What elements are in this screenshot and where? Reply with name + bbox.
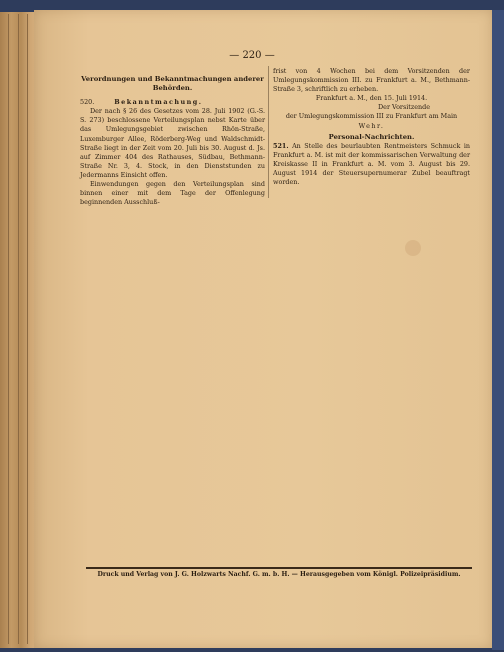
right-column	[273, 67, 470, 187]
column-divider	[268, 66, 269, 198]
personnel-paragraph	[273, 142, 470, 187]
section-heading-ordinances: Verordnungen und Bekanntmachungen anderer Behörden.	[81, 75, 264, 93]
announcement-paragraph: Der nach § 26 des Gesetzes vom 28. Juli 1902 (G.-S. S. 273) beschlossene Verteilungsplan nebst Karte über das Umlegungsgebiet zwischen Rhön-Straße, Luxemburger Allee, Röderberg-Weg und Waldschmidt-Straße liegt in der Zeit vom 20. Juli bis 30. August d. Js. auf Zimmer 404 des Rathauses, Südbau, Bethmann-Straße Nr. 3, 4. Stock, in den Dienststunden zu Jedermanns Einsicht offen.	[80, 107, 265, 179]
page-number: — 220 —	[229, 50, 275, 61]
personnel-text: An Stelle des beurlaubten Rentmeisters Schmuck in Frankfurt a. M. ist mit der kommissarischen Verwaltung der Kreiskasse II in Frankfurt a. M. vom 3. August bis 29. August 1914 der Steuersupernumerar Zubel beauftragt worden.	[273, 141, 470, 187]
signature-commission: der Umlegungskommission III zu Frankfurt am Main	[285, 112, 458, 121]
page-edge	[492, 10, 504, 650]
signature-title: Der Vorsitzende	[378, 103, 430, 112]
paper-stain	[405, 240, 421, 256]
left-column	[80, 75, 265, 207]
binding-line	[8, 14, 9, 644]
binding-line	[27, 14, 28, 644]
imprint-footer: Druck und Verlag von J. G. Holzwarts Nachf. G. m. b. H. — Herausgegeben vom Königl. Polizeipräsidium.	[97, 571, 461, 578]
item-number: 521.	[273, 141, 289, 150]
section-heading-personnel: Personal-Nachrichten.	[328, 132, 415, 141]
date-line: Frankfurt a. M., den 15. Juli 1914.	[315, 94, 428, 103]
binding-line	[18, 14, 19, 644]
announcement-header	[80, 98, 265, 107]
continuation-paragraph: frist von 4 Wochen bei dem Vorsitzenden der Umlegungskommission III. zu Frankfurt a. M., Bethmann-Straße 3, schriftlich zu erheben.	[273, 67, 470, 94]
item-title: Bekanntmachung.	[114, 98, 203, 107]
signature-name: Wehr.	[358, 121, 385, 130]
book-binding	[0, 12, 38, 648]
footer-rule	[86, 567, 472, 569]
objection-paragraph: Einwendungen gegen den Verteilungsplan sind binnen einer mit dem Tage der Offenlegung beginnenden Ausschluß-	[80, 180, 265, 207]
item-number: 520.	[80, 98, 95, 107]
